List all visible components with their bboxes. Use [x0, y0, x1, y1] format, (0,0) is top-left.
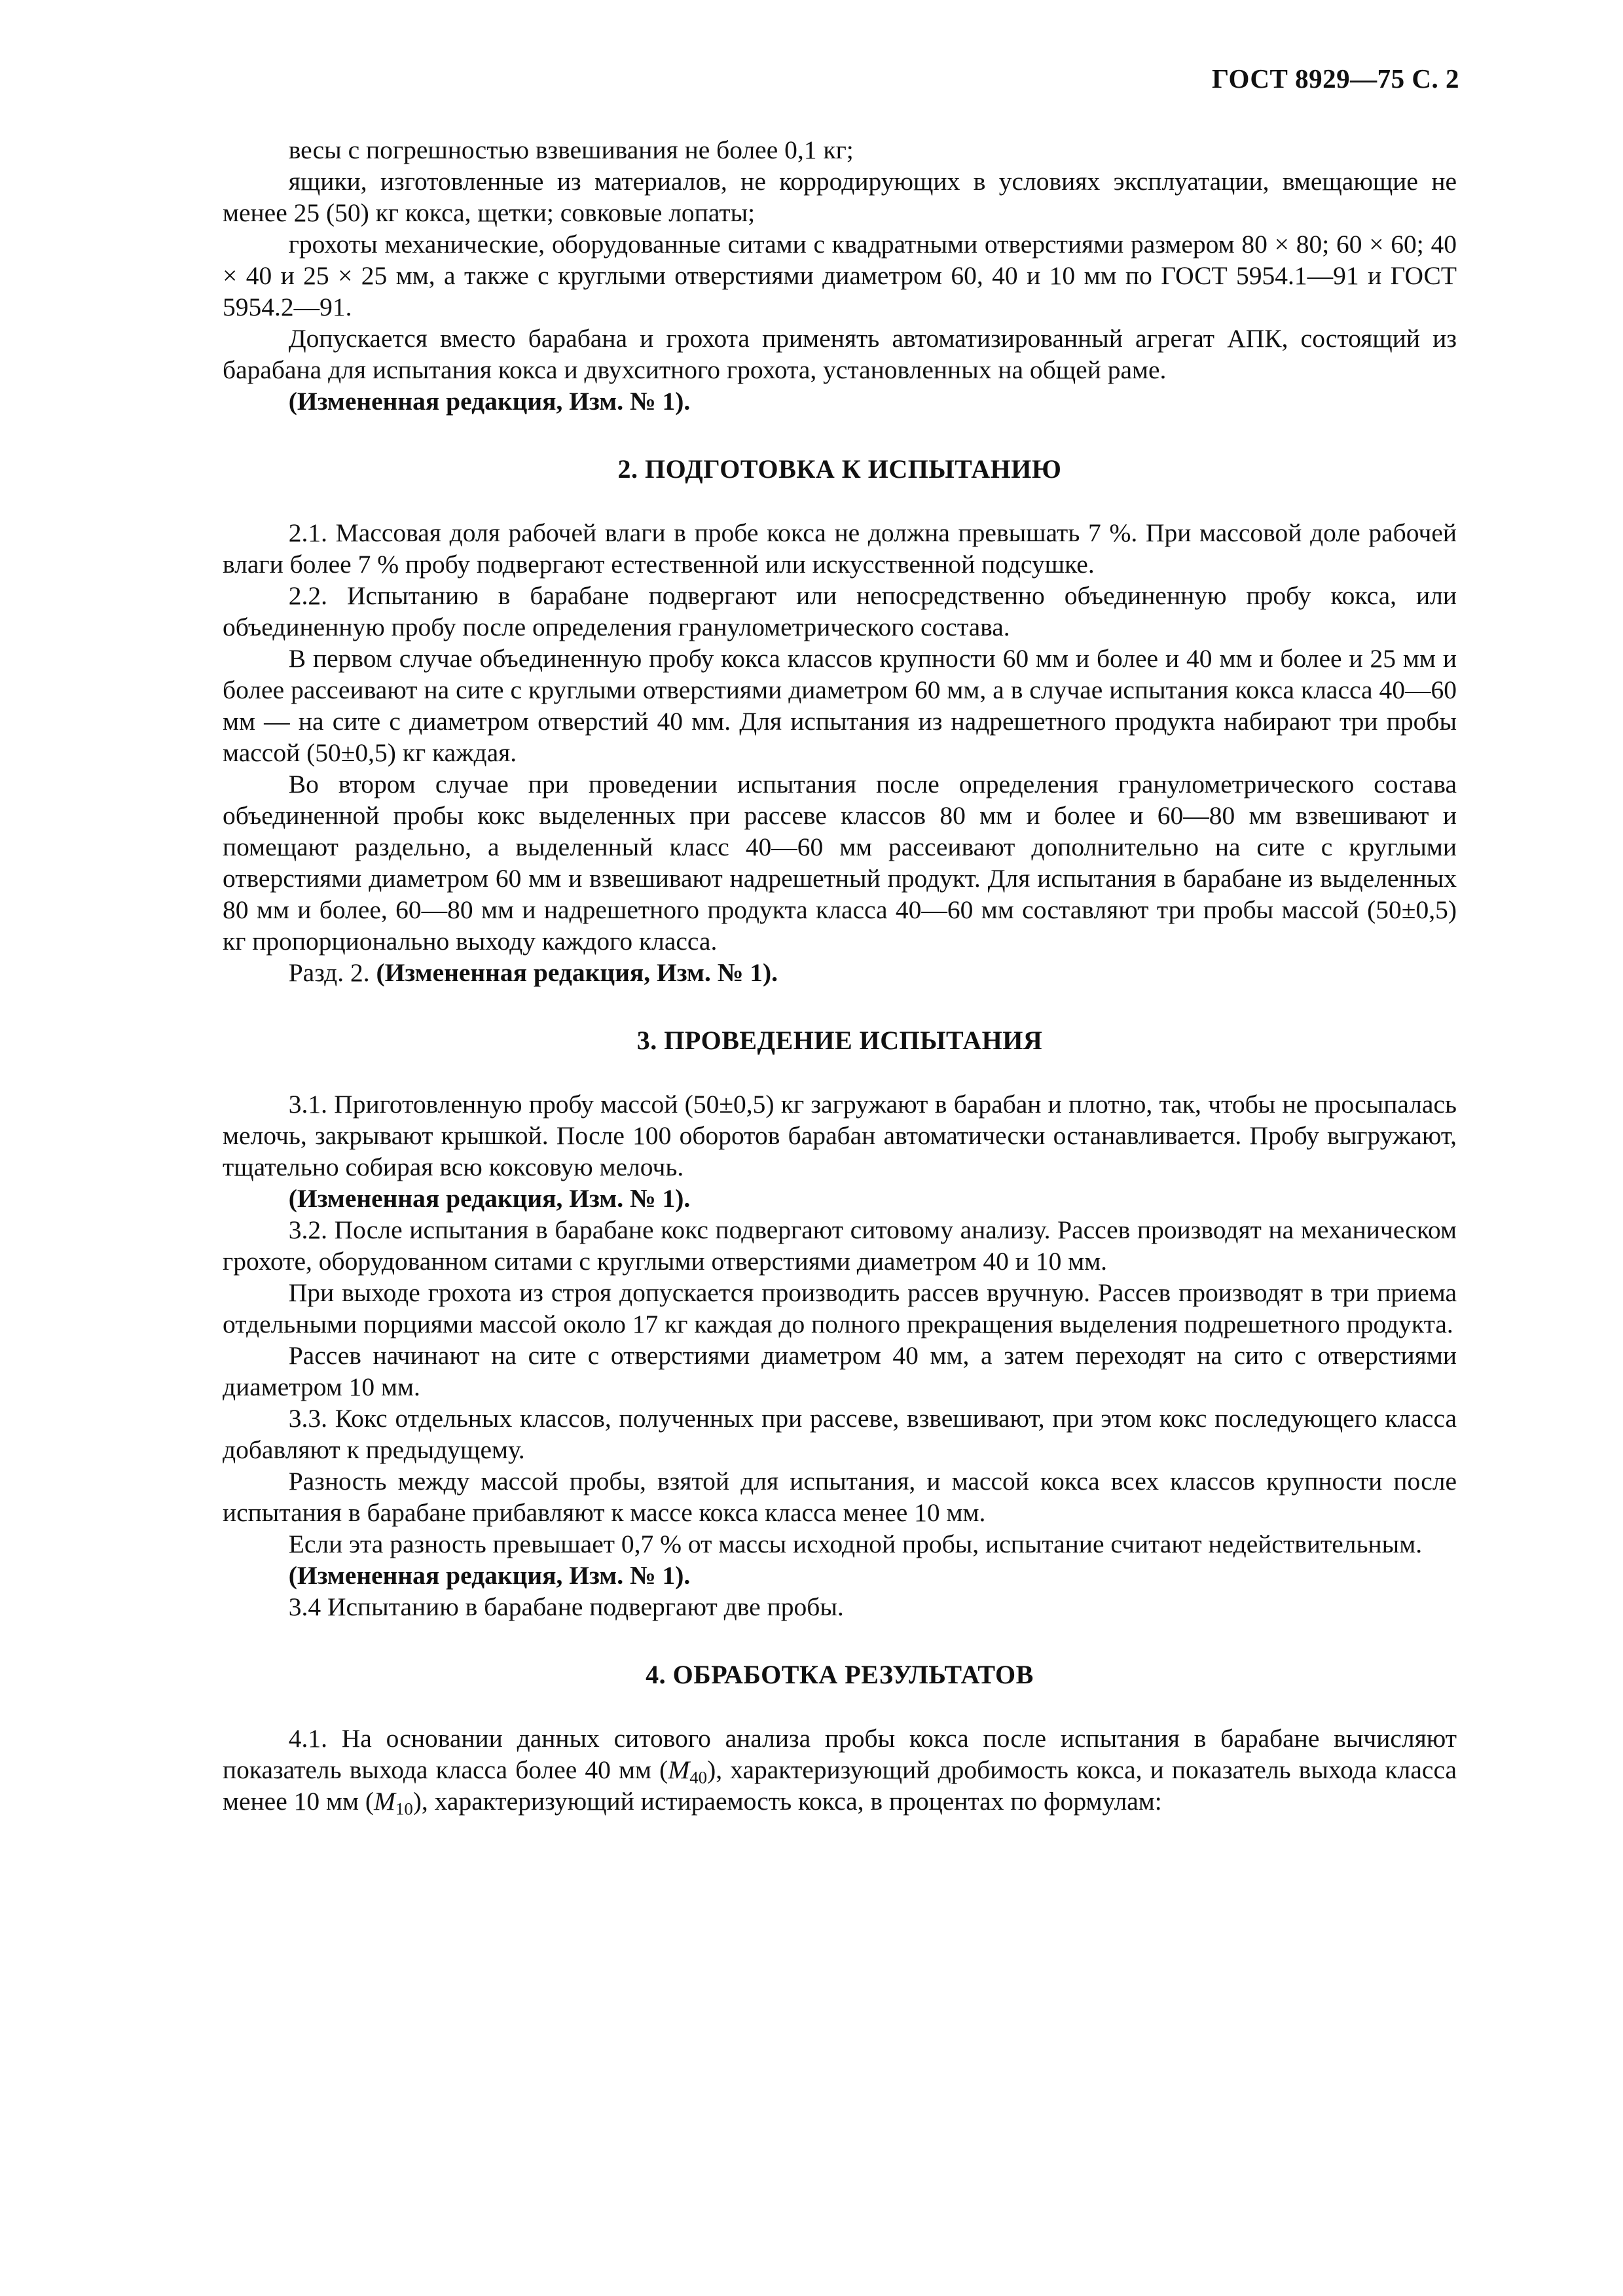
intro-paragraph-apk: Допускается вместо барабана и грохота применять автоматизированный агрегат АПК, состоящий из барабана для испытания кокса и двухситного грохота, установленных на общей раме.: [223, 324, 1457, 384]
section-3-3-difference: Разность между массой пробы, взятой для испытания, и массой кокса всех классов крупности после испытания в барабане прибавляют к массе кокса класса менее 10 мм.: [223, 1467, 1457, 1527]
section-2-amendment: [223, 957, 1457, 988]
section-2-amendment-note: (Измененная редакция, Изм. № 1).: [376, 958, 778, 987]
intro-paragraph-screens: грохоты механические, оборудованные ситами с квадратными отверстиями размером 80 × 80; 60 × 60; 40 × 40 и 25 × 25 мм, а также с круглыми отверстиями диаметром 60, 40 и 10 мм по ГОСТ 5954.1—91 и ГОСТ 5954.2—91.: [223, 230, 1457, 321]
intro-paragraph-scales: весы с погрешностью взвешивания не более 0,1 кг;: [288, 135, 854, 164]
section-3-1: 3.1. Приготовленную пробу массой (50±0,5) кг загружают в барабан и плотно, так, чтобы не просыпалась мелочь, закрывают крышкой. После 100 оборотов барабан автоматически останавливается. Пробу выгружают, тщательно собирая всю коксовую мелочь.: [223, 1090, 1457, 1181]
page-header: ГОСТ 8929—75 С. 2: [1211, 63, 1459, 94]
section-3-2: 3.2. После испытания в барабане кокс подвергают ситовому анализу. Рассев производят на механическом грохоте, оборудованном ситами с круглыми отверстиями диаметром 40 и 10 мм.: [223, 1215, 1457, 1276]
section-2-2: 2.2. Испытанию в барабане подвергают или непосредственно объединенную пробу кокса, или объединенную пробу после определения гранулометрического состава.: [223, 581, 1457, 641]
section-4-1-text-c: ), характеризующий истираемость кокса, в процентах по формулам:: [412, 1787, 1162, 1816]
m40-subscript: 40: [689, 1767, 708, 1787]
m10-symbol: M: [374, 1787, 395, 1816]
section-3-1-amendment: (Измененная редакция, Изм. № 1).: [288, 1184, 691, 1213]
m10-subscript: 10: [395, 1799, 413, 1819]
section-3-title: 3. ПРОВЕДЕНИЕ ИСПЫТАНИЯ: [636, 1026, 1043, 1055]
section-4-1-text-b: ), характеризующий дробимость кокса, и показатель выхода класса менее 10 мм (: [223, 1755, 1457, 1816]
section-2-2-first-case: В первом случае объединенную пробу кокса классов крупности 60 мм и более и 40 мм и более и 25 мм и более рассеивают на сите с круглыми отверстиями диаметром 60 мм, а в случае испытания кокса класса 40—60 мм — на сите с диаметром отверстий 40 мм. Для испытания из надрешетного продукта набирают три пробы массой (50±0,5) кг каждая.: [223, 644, 1457, 767]
section-3-2-order: Рассев начинают на сите с отверстиями диаметром 40 мм, а затем переходят на сито с отверстиями диаметром 10 мм.: [223, 1341, 1457, 1401]
section-2-title: 2. ПОДГОТОВКА К ИСПЫТАНИЮ: [617, 454, 1062, 484]
page-content: [223, 134, 1457, 1817]
intro-paragraph-boxes: ящики, изготовленные из материалов, не корродирующих в условиях эксплуатации, вмещающие не менее 25 (50) кг кокса, щетки; совковые лопаты;: [223, 167, 1457, 227]
section-4-title: 4. ОБРАБОТКА РЕЗУЛЬТАТОВ: [646, 1660, 1034, 1689]
section-2-amendment-prefix: Разд. 2.: [288, 958, 376, 987]
section-3-3-amendment: (Измененная редакция, Изм. № 1).: [288, 1561, 691, 1590]
section-4-1: [223, 1723, 1457, 1817]
section-3-3: 3.3. Кокс отдельных классов, полученных при рассеве, взвешивают, при этом кокс последующего класса добавляют к предыдущему.: [223, 1404, 1457, 1464]
section-3-3-invalid: Если эта разность превышает 0,7 % от массы исходной пробы, испытание считают недействительным.: [288, 1530, 1423, 1558]
section-3-4: 3.4 Испытанию в барабане подвергают две пробы.: [288, 1592, 844, 1621]
section-2-2-second-case: Во втором случае при проведении испытания после определения гранулометрического состава объединенной пробы кокс выделенных при рассеве классов 80 мм и более и 60—80 мм взвешивают и помещают раздельно, а выделенный класс 40—60 мм рассеивают дополнительно на сите с круглыми отверстиями диаметром 60 мм и взвешивают надрешетный продукт. Для испытания в барабане из выделенных 80 мм и более, 60—80 мм и надрешетного продукта класса 40—60 мм составляют три пробы массой (50±0,5) кг пропорционально выходу каждого класса.: [223, 770, 1457, 956]
intro-amendment-note: (Измененная редакция, Изм. № 1).: [288, 387, 691, 416]
m40-symbol: M: [668, 1755, 690, 1784]
section-3-2-manual: При выходе грохота из строя допускается производить рассев вручную. Рассев производят в три приема отдельными порциями массой около 17 кг каждая до полного прекращения выделения подрешетного продукта.: [223, 1278, 1457, 1338]
section-4-1-text-a: 4.1. На основании данных ситового анализа пробы кокса после испытания в барабане вычисляют показатель выхода класса более 40 мм (: [223, 1724, 1457, 1784]
section-2-1: 2.1. Массовая доля рабочей влаги в пробе кокса не должна превышать 7 %. При массовой доле рабочей влаги более 7 % пробу подвергают естественной или искусственной подсушке.: [223, 518, 1457, 579]
